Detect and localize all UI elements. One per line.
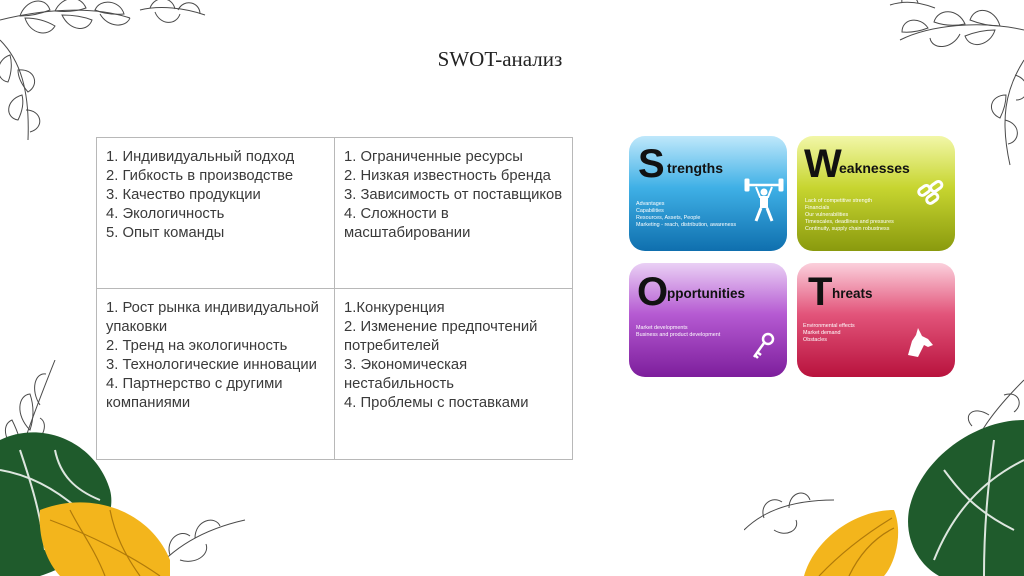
tile-letter: O	[637, 270, 669, 314]
tile-item: Environmental effects	[803, 323, 855, 329]
list-item: 4. Проблемы с поставками	[344, 395, 529, 411]
tile-item: Lack of competitive strength	[805, 198, 873, 204]
list-item: 1.Конкуренция	[344, 300, 445, 316]
list-item: 2. Тренд на экологичность	[106, 338, 288, 354]
tile-letter: T	[808, 270, 833, 314]
tile-item: Advantages	[636, 201, 665, 207]
list-item: 3. Технологические инновации	[106, 357, 317, 373]
tile-item: Market developments	[636, 325, 688, 331]
list-item: 3. Качество продукции	[106, 187, 261, 203]
threats-tile	[797, 263, 955, 377]
tile-word: trengths	[667, 160, 723, 176]
tile-item: Market demand	[803, 330, 841, 336]
tile-item: Resources, Assets, People	[636, 215, 701, 221]
swot-graphic	[628, 135, 958, 380]
tile-item: Marketing - reach, distribution, awareness	[636, 222, 737, 228]
list-item: 2. Изменение предпочтений потребителей	[344, 319, 538, 354]
list-item: 1. Индивидуальный подход	[106, 149, 295, 165]
tile-item: Timescales, deadlines and pressures	[805, 219, 894, 225]
yellow-leaf-left	[40, 502, 170, 576]
list-item: 3. Экономическая нестабильность	[344, 357, 468, 392]
tile-word: hreats	[832, 286, 873, 301]
strengths-tile	[629, 136, 787, 251]
tile-item: Our vulnerabilities	[805, 212, 849, 218]
tile-item: Obstacles	[803, 337, 827, 343]
opportunities-tile	[629, 263, 787, 377]
list-item: 1. Рост рынка индивидуальной упаковки	[106, 300, 319, 335]
list-item: 3. Зависимость от поставщиков	[344, 187, 563, 203]
table-cell-strengths	[97, 138, 335, 289]
yellow-leaf-right	[804, 510, 898, 576]
table-cell-opportunities	[97, 289, 335, 460]
leaf-decoration-top-left	[0, 0, 210, 150]
list-item: 4. Экологичность	[106, 206, 225, 222]
leaf-decoration-bottom-right	[744, 360, 1024, 576]
tile-item: Business and product development	[636, 332, 721, 338]
tile-item: Capabilities	[636, 208, 664, 214]
tile-item: Financials	[805, 205, 830, 211]
swot-table	[96, 137, 573, 460]
list-item: 1. Ограниченные ресурсы	[344, 149, 523, 165]
tile-word: pportunities	[667, 286, 745, 301]
weaknesses-tile	[797, 136, 955, 251]
tile-word: eaknesses	[839, 160, 910, 176]
monstera-leaf-right	[908, 420, 1024, 576]
table-cell-threats	[335, 289, 573, 460]
tile-letter: W	[804, 142, 842, 186]
tile-letter: S	[638, 142, 665, 186]
tile-item: Continuity, supply chain robustness	[805, 226, 890, 232]
list-item: 2. Гибкость в производстве	[106, 168, 294, 184]
page-title: SWOT-анализ	[437, 47, 563, 71]
list-item: 2. Низкая известность бренда	[344, 168, 551, 184]
table-cell-weaknesses	[335, 138, 573, 289]
list-item: 5. Опыт команды	[106, 225, 225, 241]
list-item: 4. Сложности в масштабировании	[344, 206, 471, 241]
list-item: 4. Партнерство с другими компаниями	[106, 376, 283, 411]
